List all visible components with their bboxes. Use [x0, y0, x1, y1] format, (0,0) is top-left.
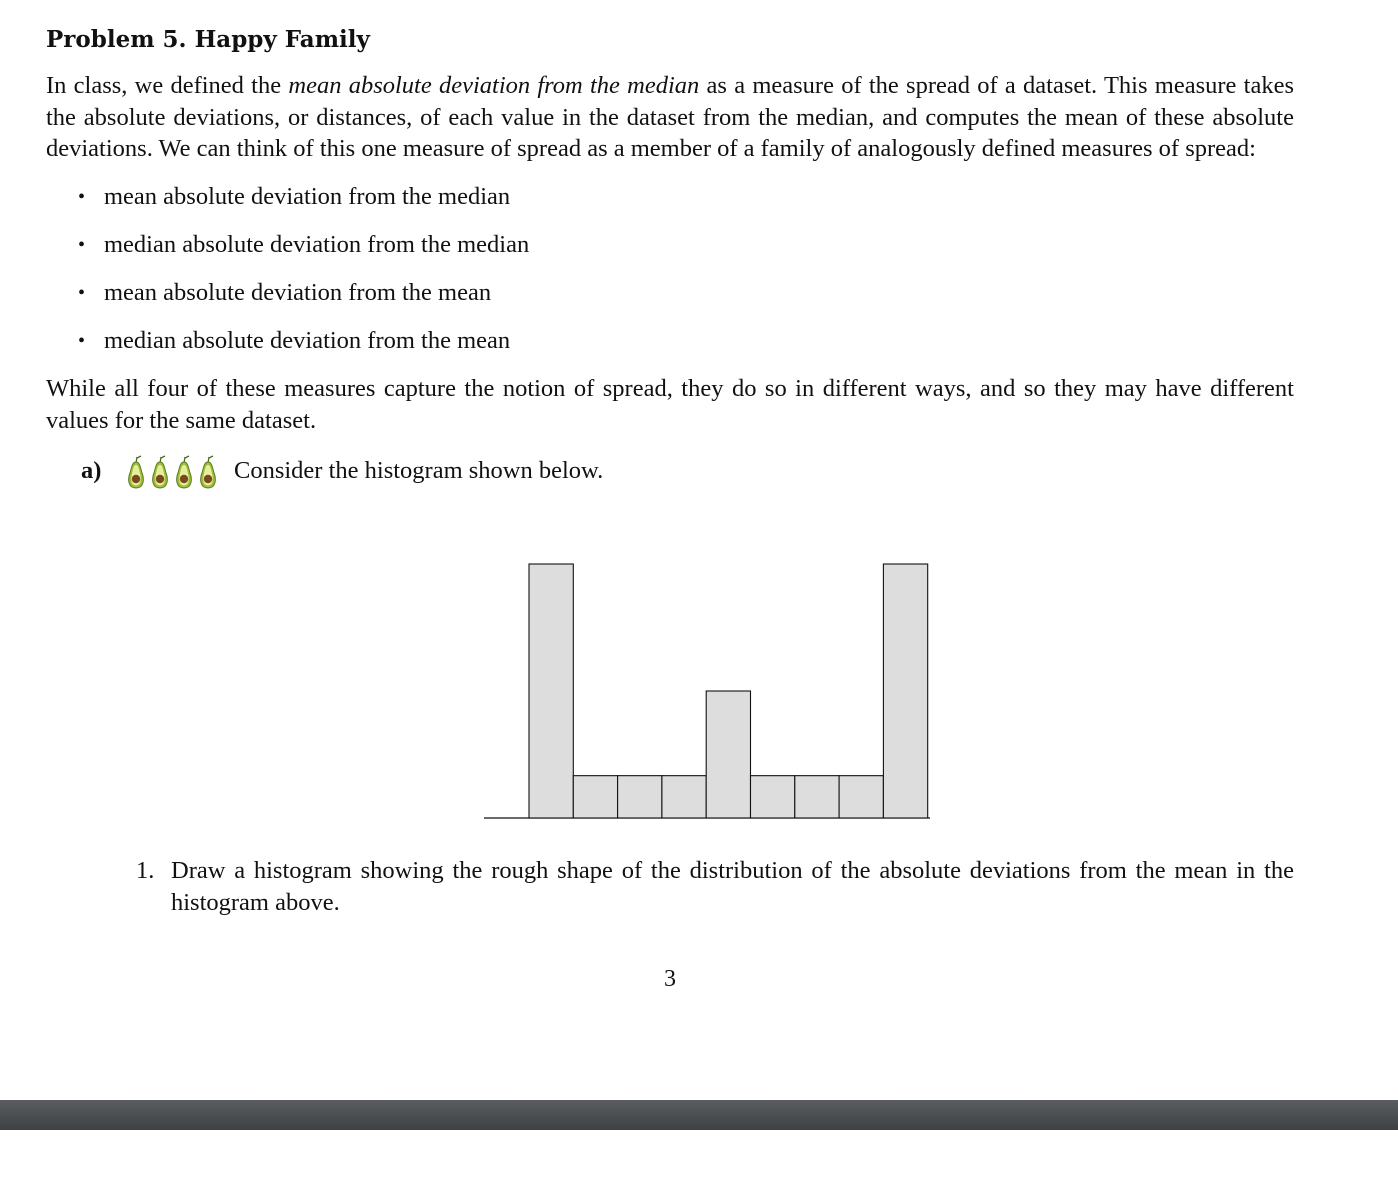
question-text: Draw a histogram showing the rough shape of the distribution of the absolute deviations from the mean in the histogram above.	[171, 857, 1294, 916]
histogram-bar-6	[751, 776, 795, 818]
histogram-bar-8	[839, 776, 883, 818]
histogram-bar-4	[662, 776, 706, 818]
histogram-bar-5	[706, 691, 750, 818]
question-1	[136, 855, 1294, 919]
closing-paragraph: While all four of these measures capture the notion of spread, they do so in different ways, and so they may have different values for the same dataset.	[46, 375, 1294, 434]
bullet-icon: •	[78, 234, 86, 257]
measure-text: median absolute deviation from the mean	[104, 327, 511, 355]
bullet-icon: •	[78, 186, 86, 209]
problem-title: Happy Family	[194, 26, 370, 53]
histogram-bar-9	[883, 564, 927, 818]
question-number: 1.	[136, 857, 155, 884]
avocado-icon	[148, 455, 172, 491]
histogram-bar-2	[573, 776, 617, 818]
intro-after-em: as a measure of the spread of a dataset. This measure takes the absolute deviations, or distances, of each value in the dataset from the median, and computes the mean of these absolute deviations. We can think of this one measure of spread as a member of a family of analogously defined measures of spread:	[46, 72, 1294, 163]
part-a-label: a)	[81, 456, 102, 484]
list-item	[46, 181, 1294, 213]
part-a	[46, 455, 1294, 491]
list-item	[46, 277, 1294, 309]
page-number: 3	[664, 966, 676, 992]
list-item	[46, 325, 1294, 357]
histogram-bar-1	[529, 564, 573, 818]
problem-number: Problem 5.	[46, 26, 187, 53]
intro-before-em: In class, we defined the	[46, 72, 289, 99]
measure-text: mean absolute deviation from the median	[104, 183, 511, 211]
problem-heading	[46, 24, 1294, 56]
histogram-chart	[484, 560, 930, 822]
histogram-bar-3	[618, 776, 662, 818]
list-item	[46, 229, 1294, 261]
measures-list	[46, 181, 1294, 357]
part-a-text: Consider the histogram shown below.	[234, 456, 604, 484]
histogram-bar-7	[795, 776, 839, 818]
difficulty-rating	[124, 455, 220, 491]
measure-text: mean absolute deviation from the mean	[104, 279, 492, 307]
measure-text: median absolute deviation from the median	[104, 231, 530, 259]
avocado-icon	[172, 455, 196, 491]
viewer-bottom-bar	[0, 1100, 1398, 1130]
intro-emphasis: mean absolute deviation from the median	[288, 72, 700, 99]
bullet-icon: •	[78, 282, 86, 305]
bullet-icon: •	[78, 330, 86, 353]
avocado-icon	[196, 455, 220, 491]
intro-paragraph	[46, 70, 1294, 165]
avocado-icon	[124, 455, 148, 491]
page-content	[46, 24, 1294, 491]
